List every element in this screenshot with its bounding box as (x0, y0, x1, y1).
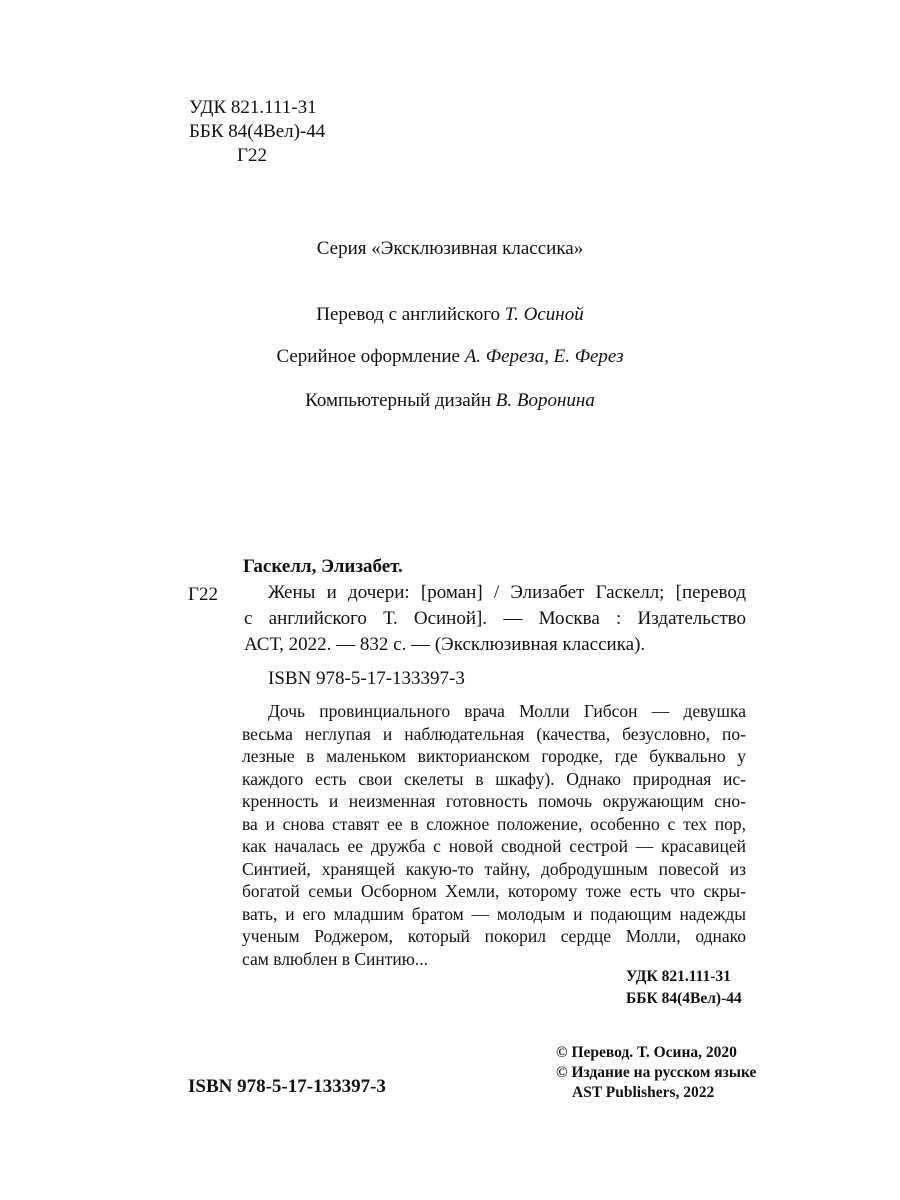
copyright-translation: © Перевод. Т. Осина, 2020 (556, 1044, 737, 1061)
annotation (242, 700, 746, 970)
catalog-isbn: ISBN 978-5-17-133397-3 (268, 668, 465, 689)
series-designers: А. Фереза, Е. Ферез (464, 346, 624, 367)
catalog-line: Жены и дочери: [роман] / Элизабет Гаскелл; [перевод (268, 582, 746, 603)
computer-design-label: Компьютерный дизайн (305, 390, 492, 411)
annotation-line: сам влюблен в Синтию... (242, 948, 428, 969)
catalog-sign: Г22 (188, 584, 218, 605)
isbn-bottom: ISBN 978-5-17-133397-3 (188, 1076, 386, 1097)
catalog-description (244, 580, 746, 658)
catalog-line: с английского Т. Осиной]. — Москва : Издательство (244, 608, 746, 629)
annotation-line: кренность и неизменная готовность помочь окружающим сно- (242, 791, 746, 811)
series-design-line (0, 346, 900, 368)
catalog-line: АСТ, 2022. — 832 с. — (Эксклюзивная классика). (244, 634, 646, 655)
series-design-label: Серийное оформление (276, 346, 460, 367)
translation-line (0, 304, 900, 326)
computer-design-line (0, 390, 900, 412)
bottom-udk-code: УДК 821.111-31 (626, 968, 731, 985)
annotation-line: Дочь провинциального врача Молли Гибсон — девушка (268, 701, 746, 721)
translation-label: Перевод с английского (316, 304, 501, 325)
annotation-line: ученым Роджером, который покорил сердце Молли, однако (242, 926, 746, 946)
annotation-line: каждого есть свои скелеты в шкафу). Однако природная ис- (242, 768, 746, 789)
annotation-line: ва и снова ставят ее в сложное положение, особенно с тех пор, (242, 813, 746, 834)
bottom-bbk-code: ББК 84(4Вел)-44 (626, 990, 742, 1007)
series-line: Серия «Эксклюзивная классика» (316, 238, 584, 259)
bbk-code: ББК 84(4Вел)-44 (189, 121, 326, 142)
translator-name: Т. Осиной (504, 304, 584, 325)
author-sign: Г22 (237, 145, 267, 166)
annotation-line: как началась ее дружба с новой сводной сестрой — красавицей (242, 836, 746, 856)
annotation-line: лезные в маленьком викторианском городке, где буквально у (242, 746, 746, 766)
annotation-line: богатой семьи Осборном Хемли, которому тоже есть что скры- (242, 881, 746, 901)
udk-code: УДК 821.111-31 (189, 97, 317, 118)
annotation-line: вать, и его младшим братом — молодым и подающим надежды (242, 903, 746, 924)
annotation-line: весьма неглупая и наблюдательная (качества, безусловно, по- (242, 723, 746, 744)
computer-designer: В. Воронина (495, 390, 595, 411)
catalog-author: Гаскелл, Элизабет. (243, 556, 403, 577)
copyright-publisher: AST Publishers, 2022 (572, 1084, 715, 1101)
copyright-edition: © Издание на русском языке (556, 1064, 757, 1081)
annotation-line: Синтией, хранящей какую-то тайну, добродушным повесой из (242, 858, 746, 879)
